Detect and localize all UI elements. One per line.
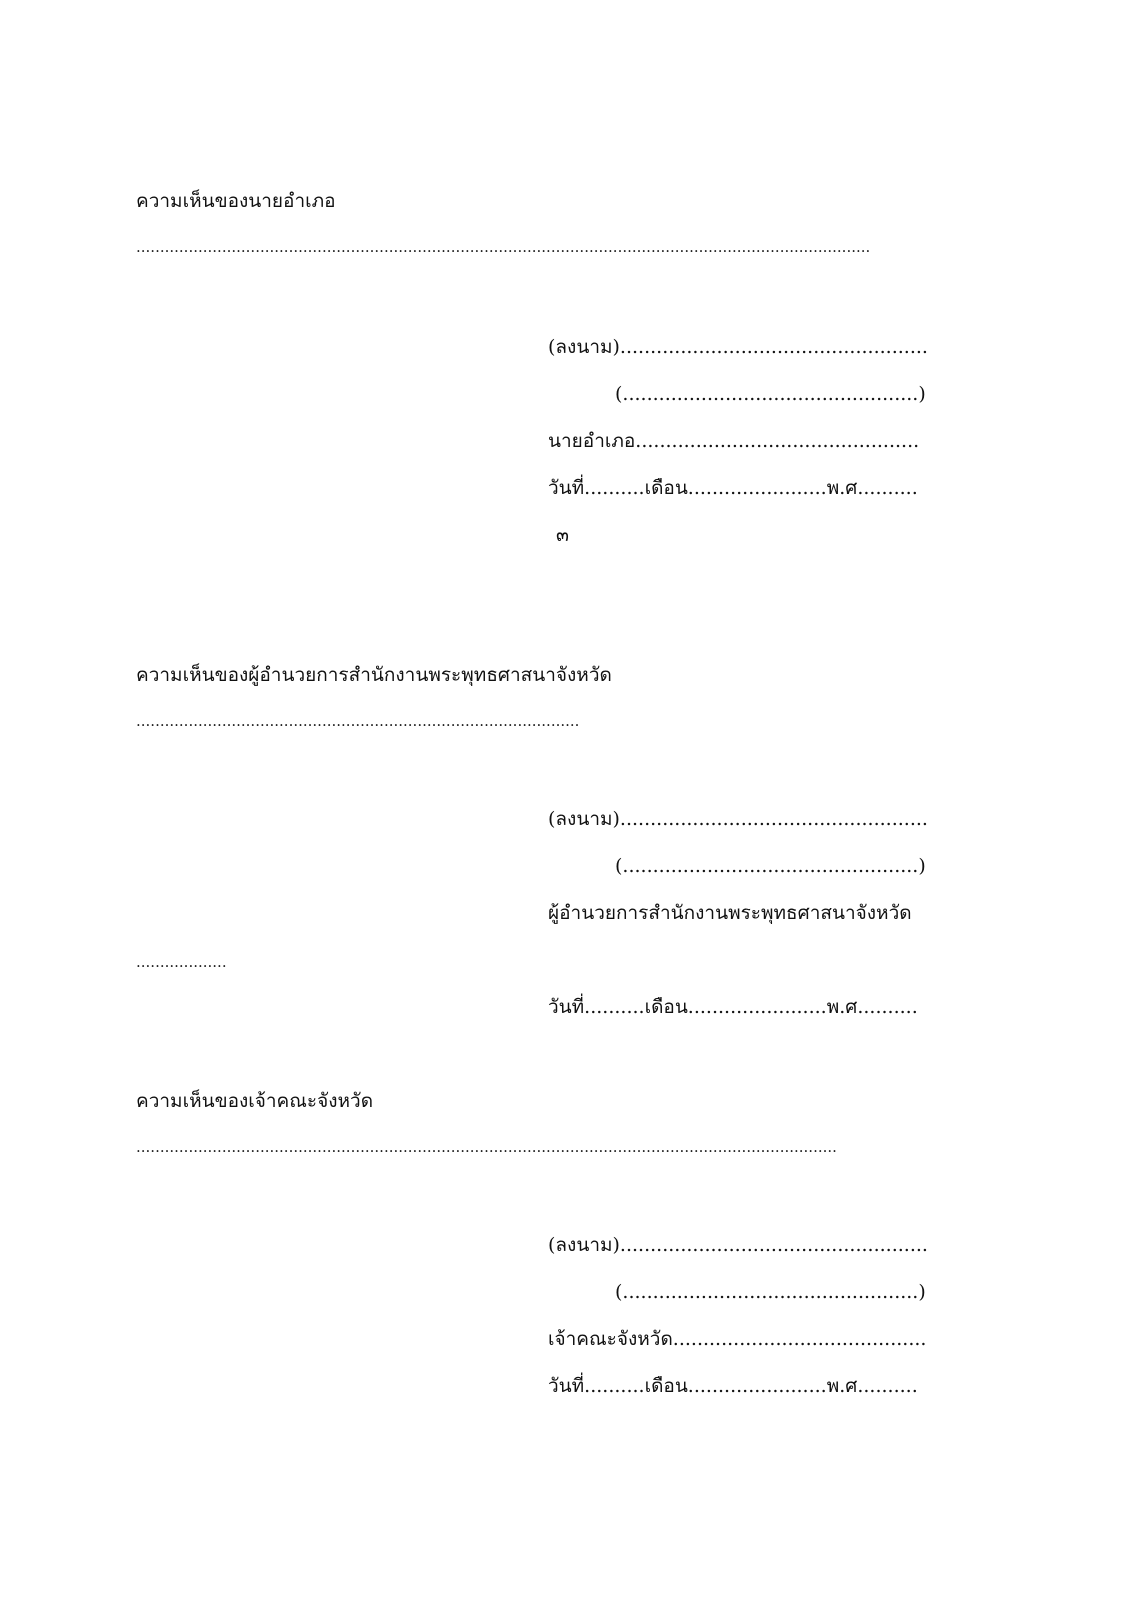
section3-date-line: วันที่..........เดือน.......................พ.ศ..........: [548, 1375, 918, 1397]
section2-heading: ความเห็นของผู้อำนวยการสำนักงานพระพุทธศาสนาจังหวัด: [136, 664, 612, 686]
section1-signature-line: (ลงนาม)...................................................: [548, 336, 928, 358]
section1-opinion-line: ..........................................................................................................................................................: [136, 238, 871, 256]
section3-signature-line: (ลงนาม)...................................................: [548, 1234, 928, 1256]
section2-signature-line: (ลงนาม)...................................................: [548, 808, 928, 830]
section3-position-line: เจ้าคณะจังหวัด..........................................: [548, 1328, 927, 1350]
section1-position-line: นายอำเภอ...............................................: [548, 430, 920, 452]
page-number: ๓: [556, 524, 569, 546]
section3-name-line: (.................................................): [615, 1281, 926, 1303]
section3-heading: ความเห็นของเจ้าคณะจังหวัด: [136, 1090, 374, 1112]
section2-position-line: ผู้อำนวยการสำนักงานพระพุทธศาสนาจังหวัด: [548, 902, 912, 924]
section1-date-line: วันที่..........เดือน.......................พ.ศ..........: [548, 477, 918, 499]
section2-name-line: (.................................................): [615, 855, 926, 877]
section2-extra-line: ...................: [136, 953, 227, 971]
section2-date-line: วันที่..........เดือน.......................พ.ศ..........: [548, 996, 918, 1018]
section2-opinion-line: .............................................................................................: [136, 712, 580, 730]
section1-name-line: (.................................................): [615, 383, 926, 405]
section1-heading: ความเห็นของนายอำเภอ: [136, 190, 336, 212]
section3-opinion-line: ...................................................................................................................................................: [136, 1138, 837, 1156]
